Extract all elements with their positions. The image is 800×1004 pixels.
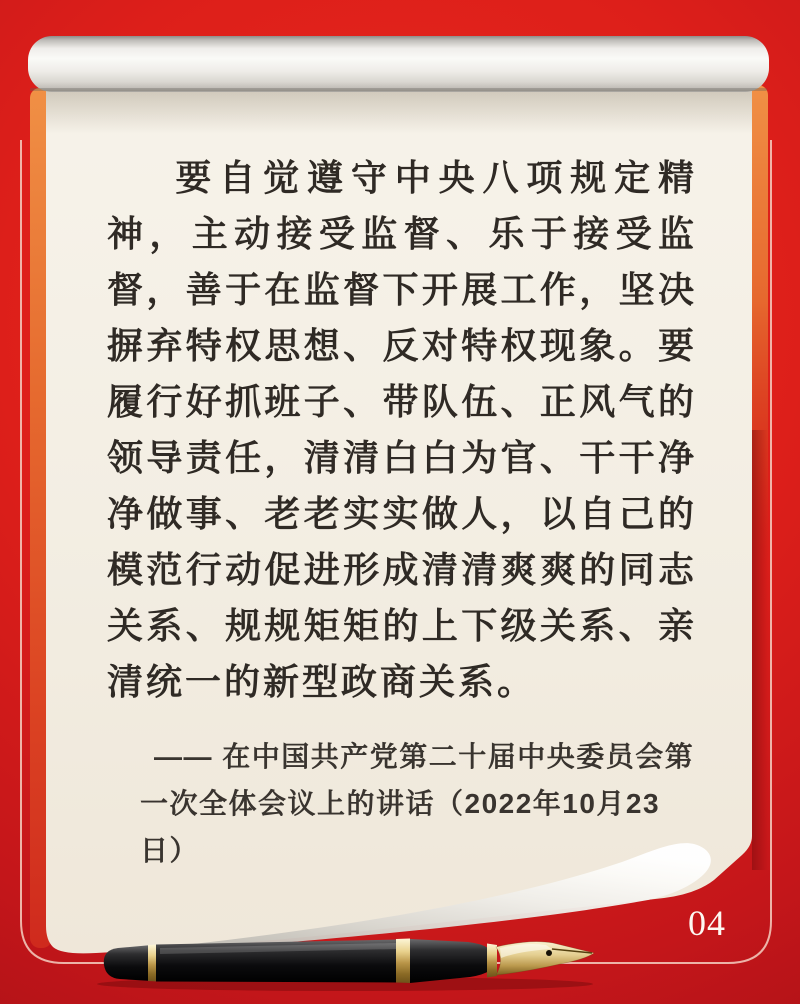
pen-cap-end xyxy=(104,945,152,981)
under-roll-shadow xyxy=(46,88,752,134)
fountain-pen-icon xyxy=(97,939,594,992)
paper-roll-bottom-line xyxy=(30,88,767,91)
page-number: 04 xyxy=(688,903,726,943)
pen-nib-breather-hole xyxy=(546,950,552,956)
quote-text: 要自觉遵守中央八项规定精神，主动接受监督、乐于接受监督，善于在监督下开展工作，坚决摒弃特权思想、反对特权现象。要履行好抓班子、带队伍、正风气的领导责任，清清白白为官、干干净净做事、老老实实做人，以自己的模范行动促进形成清清爽爽的同志关系、规规矩矩的上下级关系、亲清统一的新型政商关系。 xyxy=(107,158,697,702)
paper-edge-shadow xyxy=(752,430,768,870)
pen-center-band xyxy=(396,939,410,984)
pen-grip xyxy=(410,939,496,983)
quote-attribution: —— 在中国共产党第二十届中央委员会第一次全体会议上的讲话（2022年10月23日） xyxy=(140,741,695,866)
pen-grip-ring xyxy=(487,944,497,978)
paper-roll xyxy=(28,36,769,92)
